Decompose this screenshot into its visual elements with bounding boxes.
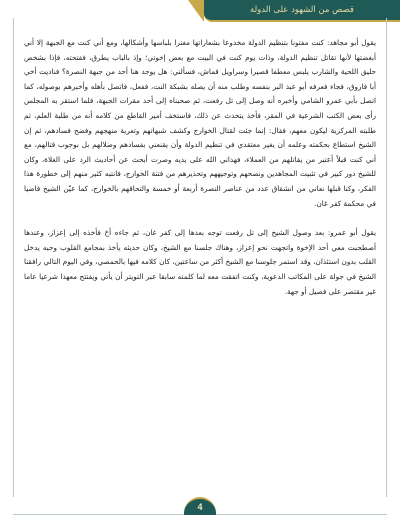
page-number-badge [184, 497, 216, 515]
paragraph-abu-mujahid: يقول أبو مجاهد: كنت مفتونا بتنظيم الدولة مخدوعا بشعاراتها مغترا بلباسها وأشكالها، ومع أني كنت مع الجبهة إلا أني أبغضتها لأنها تقاتل تنظيم الدولة، وذات يوم كنت في البيت مع بعض إخوتي؛ وإذ بالباب يطرق، ففتحته، فإذا بشخص حليق اللحية والشارب يلبس معطفا قصيرا وسراويل قماش، فسألني: هل يوجد هنا أحد من جبهة النصرة؟ فناديت أخي أبا فاروق، فجاء فعرفه أبو عبد البر بنفسه وطلب منه أن يصله بشبكة النت، ففعل، فاتصل بأهله وأخبرهم بوصوله، كما اتصل بأبي عمرو الشامي وأخبره أنه وصل إلى تل رفعت، ثم صحبناه إلى أحد مقرات الجبهة، فلما استقر به المجلس رأى بعض الكتب الشرعية في المقر، فأخذ يتحدث عن ذلك، فاستخف أمير القاطع من كلامه أنه من طلبة العلم، ثم طلبته المركزية ليكون معهم، فقال: إنما جئت لقتال الخوارج وكشف شبهاتهم وتعرية منهجهم وفضح فسادهم، ثم إن الشيخ استطاع بحكمته وعلمه أن يغير معتقدي في تنظيم الدولة وأن يقنعني بفسادهم وضلالهم بل بوجوب قتالهم، مع أني كنت قبلاً أعتبر من يقاتلهم من العملاء، فهداني الله على يديه وصرت أبحث عن أحاديث الرد على الغلاة، وكان للشيخ دور كبير في تثبيت المجاهدين ونصحهم وتوجيههم وتحذيرهم من فتنة الخوارج، فانتبه كثير منهم إلى خطورة هذا الفكر، وكنا قبلها نعاني من انشقاق عدد من عناصر النصرة أربعة أو خمسة والتحاقهم بالخوارج، كما عيّن الشيخ قاضيا في محكمة كفر غان. [24, 38, 376, 208]
right-frame-line [386, 18, 387, 497]
left-frame-line [13, 18, 14, 497]
paragraph-abu-amr: يقول أبو عمرو: بعد وصول الشيخ إلى تل رفعت توجه بعدها إلى كفر غان، ثم جاءه أخ فأخذه إلى إعزاز، وعندها أصطحبت معي أحد الإخوة واتجهت نحو إعزاز، وهناك جلسنا مع الشيخ، وكان حديثه يأخذ بمجامع القلوب وحبه يدخل القلب بدون استئذان، وقد استمر جلوسنا مع الشيخ أكثر من ساعتين، كان كلامه فيها بالحمصي، وفي اليوم التالي رافقنا الشيخ في جولة على المكاتب الدعوية، وكنت اتفقت معه لما كلمته سابقا عبر التويتر أن يأتي ويفتتح معهدا شرعيا عاما غير مقتصر على فصيل أو جهة. [24, 228, 376, 296]
header-title: قصص من الشهود على الدولة [250, 5, 354, 15]
header-banner [204, 0, 400, 22]
body-text [24, 36, 376, 313]
page-number: 4 [197, 502, 203, 512]
